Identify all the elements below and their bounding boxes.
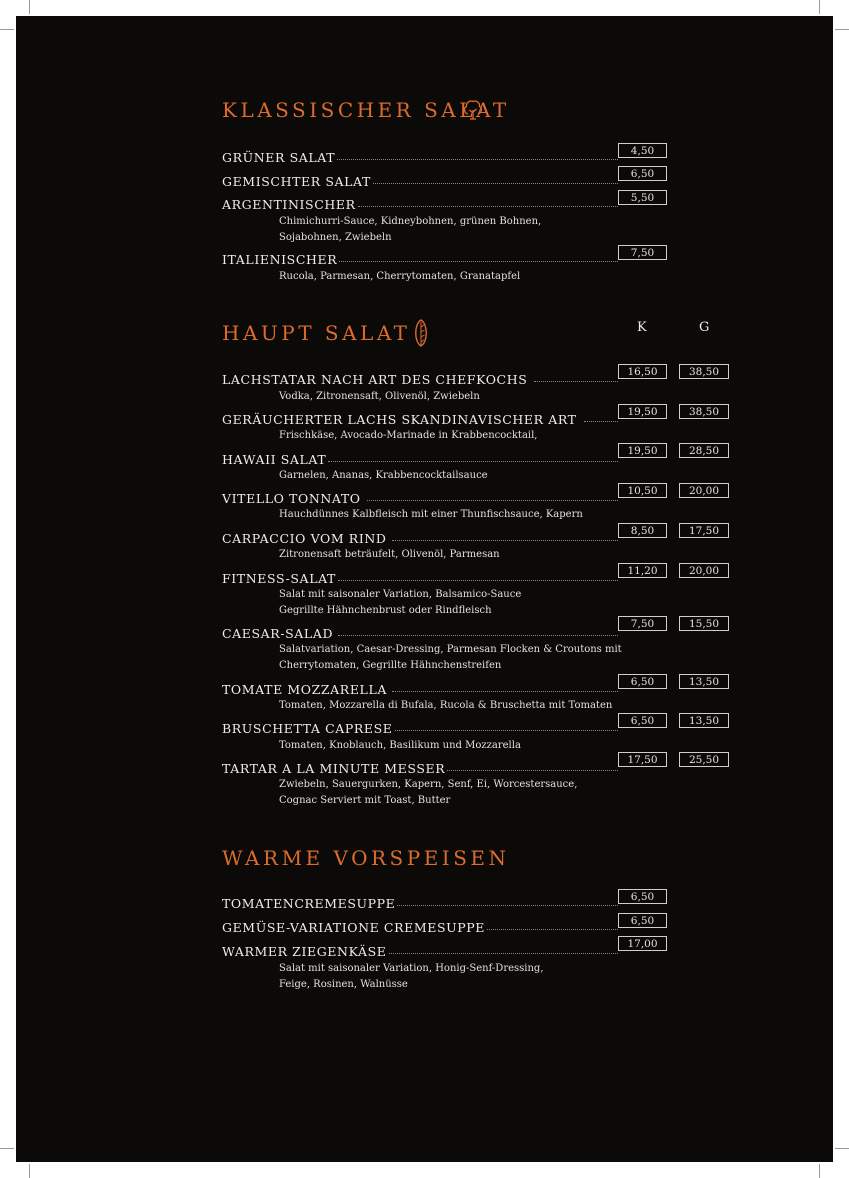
price-box-g: 25,50 [679, 752, 729, 767]
item-description: Gegrillte Hähnchenbrust oder Rindfleisch [279, 605, 492, 616]
price-box-k: 11,20 [618, 563, 667, 578]
item-description: Tomaten, Knoblauch, Basilikum und Mozzarella [279, 740, 521, 751]
item-description: Cherrytomaten, Gegrillte Hähnchenstreifen [279, 660, 502, 671]
menu-item [222, 197, 618, 212]
menu-item [222, 920, 618, 935]
price-box-g: 20,00 [679, 483, 729, 498]
item-name: TOMATE MOZZARELLA [222, 682, 387, 697]
item-description: Chimichurri-Sauce, Kidneybohnen, grünen Bohnen, [279, 216, 542, 227]
menu-item [222, 491, 618, 506]
price-box-g: 15,50 [679, 616, 729, 631]
menu-item [222, 944, 618, 959]
price-box-k: 8,50 [618, 523, 667, 538]
crop-mark [819, 0, 820, 14]
item-description: Salat mit saisonaler Variation, Honig-Senf-Dressing, [279, 963, 544, 974]
crop-mark [0, 29, 14, 30]
leader-dots [367, 499, 618, 501]
price-box: 5,50 [618, 190, 667, 205]
item-name: VITELLO TONNATO [222, 491, 361, 506]
item-name: ITALIENISCHER [222, 252, 338, 267]
price-box-k: 6,50 [618, 713, 667, 728]
leader-dots [392, 690, 618, 692]
leaf-icon [412, 318, 430, 348]
price-box-k: 17,50 [618, 752, 667, 767]
item-description: Sojabohnen, Zwiebeln [279, 232, 392, 243]
menu-item [222, 571, 618, 586]
price-box-k: 7,50 [618, 616, 667, 631]
tree-icon [462, 98, 484, 122]
item-name: HAWAII SALAT [222, 452, 327, 467]
item-name: ARGENTINISCHER [222, 197, 356, 212]
leader-dots [358, 205, 618, 207]
crop-mark [835, 29, 849, 30]
item-description: Salatvariation, Caesar-Dressing, Parmesan Flocken & Croutons mit [279, 644, 622, 655]
menu-item [222, 682, 618, 697]
section-title-haupt-salat: HAUPT SALAT [222, 321, 411, 345]
column-header-g: G [699, 320, 710, 335]
item-name: TOMATENCREMESUPPE [222, 896, 396, 911]
crop-mark [29, 0, 30, 14]
price-box-g: 13,50 [679, 713, 729, 728]
leader-dots [584, 420, 618, 422]
menu-item [222, 452, 618, 467]
item-name: TARTAR A LA MINUTE MESSER [222, 761, 446, 776]
leader-dots [339, 260, 618, 262]
column-header-k: K [637, 320, 647, 335]
item-description: Cognac Serviert mit Toast, Butter [279, 795, 451, 806]
price-box-k: 10,50 [618, 483, 667, 498]
item-name: LACHSTATAR NACH ART DES CHEFKOCHS [222, 372, 528, 387]
price-box: 17,00 [618, 936, 667, 951]
menu-item [222, 412, 618, 427]
item-description: Vodka, Zitronensaft, Olivenöl, Zwiebeln [279, 391, 480, 402]
section-title-klassischer-salat: KLASSISCHER SALAT [222, 98, 510, 122]
crop-mark [29, 1164, 30, 1178]
item-name: BRUSCHETTA CAPRESE [222, 721, 393, 736]
item-description: Garnelen, Ananas, Krabbencocktailsauce [279, 470, 488, 481]
leader-dots [373, 182, 618, 184]
price-box-g: 28,50 [679, 443, 729, 458]
leader-dots [447, 769, 618, 771]
leader-dots [534, 380, 618, 382]
menu-item [222, 626, 618, 641]
item-name: GEMISCHTER SALAT [222, 174, 371, 189]
leader-dots [337, 158, 618, 160]
crop-mark [819, 1164, 820, 1178]
item-name: WARMER ZIEGENKÄSE [222, 944, 387, 959]
crop-mark [0, 1148, 14, 1149]
price-box-g: 20,00 [679, 563, 729, 578]
crop-mark [835, 1148, 849, 1149]
price-box: 6,50 [618, 913, 667, 928]
menu-item [222, 372, 618, 387]
price-box: 6,50 [618, 166, 667, 181]
item-description: Zwiebeln, Sauergurken, Kapern, Senf, Ei, Worcestersauce, [279, 779, 578, 790]
price-box: 6,50 [618, 889, 667, 904]
menu-item [222, 531, 618, 546]
item-name: GERÄUCHERTER LACHS SKANDINAVISCHER ART [222, 412, 577, 427]
leader-dots [328, 460, 618, 462]
menu-item [222, 896, 618, 911]
leader-dots [392, 539, 618, 541]
menu-item [222, 252, 618, 267]
item-description: Frischkäse, Avocado-Marinade in Krabbencocktail, [279, 430, 538, 441]
leader-dots [338, 634, 618, 636]
price-box-k: 19,50 [618, 443, 667, 458]
menu-item [222, 150, 618, 165]
item-description: Rucola, Parmesan, Cherrytomaten, Granatapfel [279, 271, 521, 282]
price-box: 4,50 [618, 143, 667, 158]
item-name: CARPACCIO VOM RIND [222, 531, 387, 546]
item-description: Tomaten, Mozzarella di Bufala, Rucola & Bruschetta mit Tomaten [279, 700, 613, 711]
leader-dots [397, 904, 618, 906]
leader-dots [487, 928, 618, 930]
price-box-k: 19,50 [618, 404, 667, 419]
leader-dots [389, 952, 618, 954]
price-box-g: 38,50 [679, 404, 729, 419]
item-name: GRÜNER SALAT [222, 150, 336, 165]
item-description: Zitronensaft beträufelt, Olivenöl, Parmesan [279, 549, 500, 560]
item-name: GEMÜSE-VARIATIONE CREMESUPPE [222, 920, 486, 935]
leader-dots [338, 579, 618, 581]
price-box-g: 17,50 [679, 523, 729, 538]
price-box-g: 38,50 [679, 364, 729, 379]
item-name: FITNESS-SALAT [222, 571, 336, 586]
price-box-k: 16,50 [618, 364, 667, 379]
price-box-g: 13,50 [679, 674, 729, 689]
menu-item [222, 721, 618, 736]
price-box-k: 6,50 [618, 674, 667, 689]
menu-item [222, 174, 618, 189]
item-description: Feige, Rosinen, Walnüsse [279, 979, 408, 990]
section-title-warme-vorspeisen: WARME VORSPEISEN [222, 846, 510, 870]
item-name: CAESAR-SALAD [222, 626, 334, 641]
menu-item [222, 761, 618, 776]
item-description: Hauchdünnes Kalbfleisch mit einer Thunfischsauce, Kapern [279, 509, 583, 520]
leader-dots [395, 729, 618, 731]
price-box: 7,50 [618, 245, 667, 260]
item-description: Salat mit saisonaler Variation, Balsamico-Sauce [279, 589, 522, 600]
